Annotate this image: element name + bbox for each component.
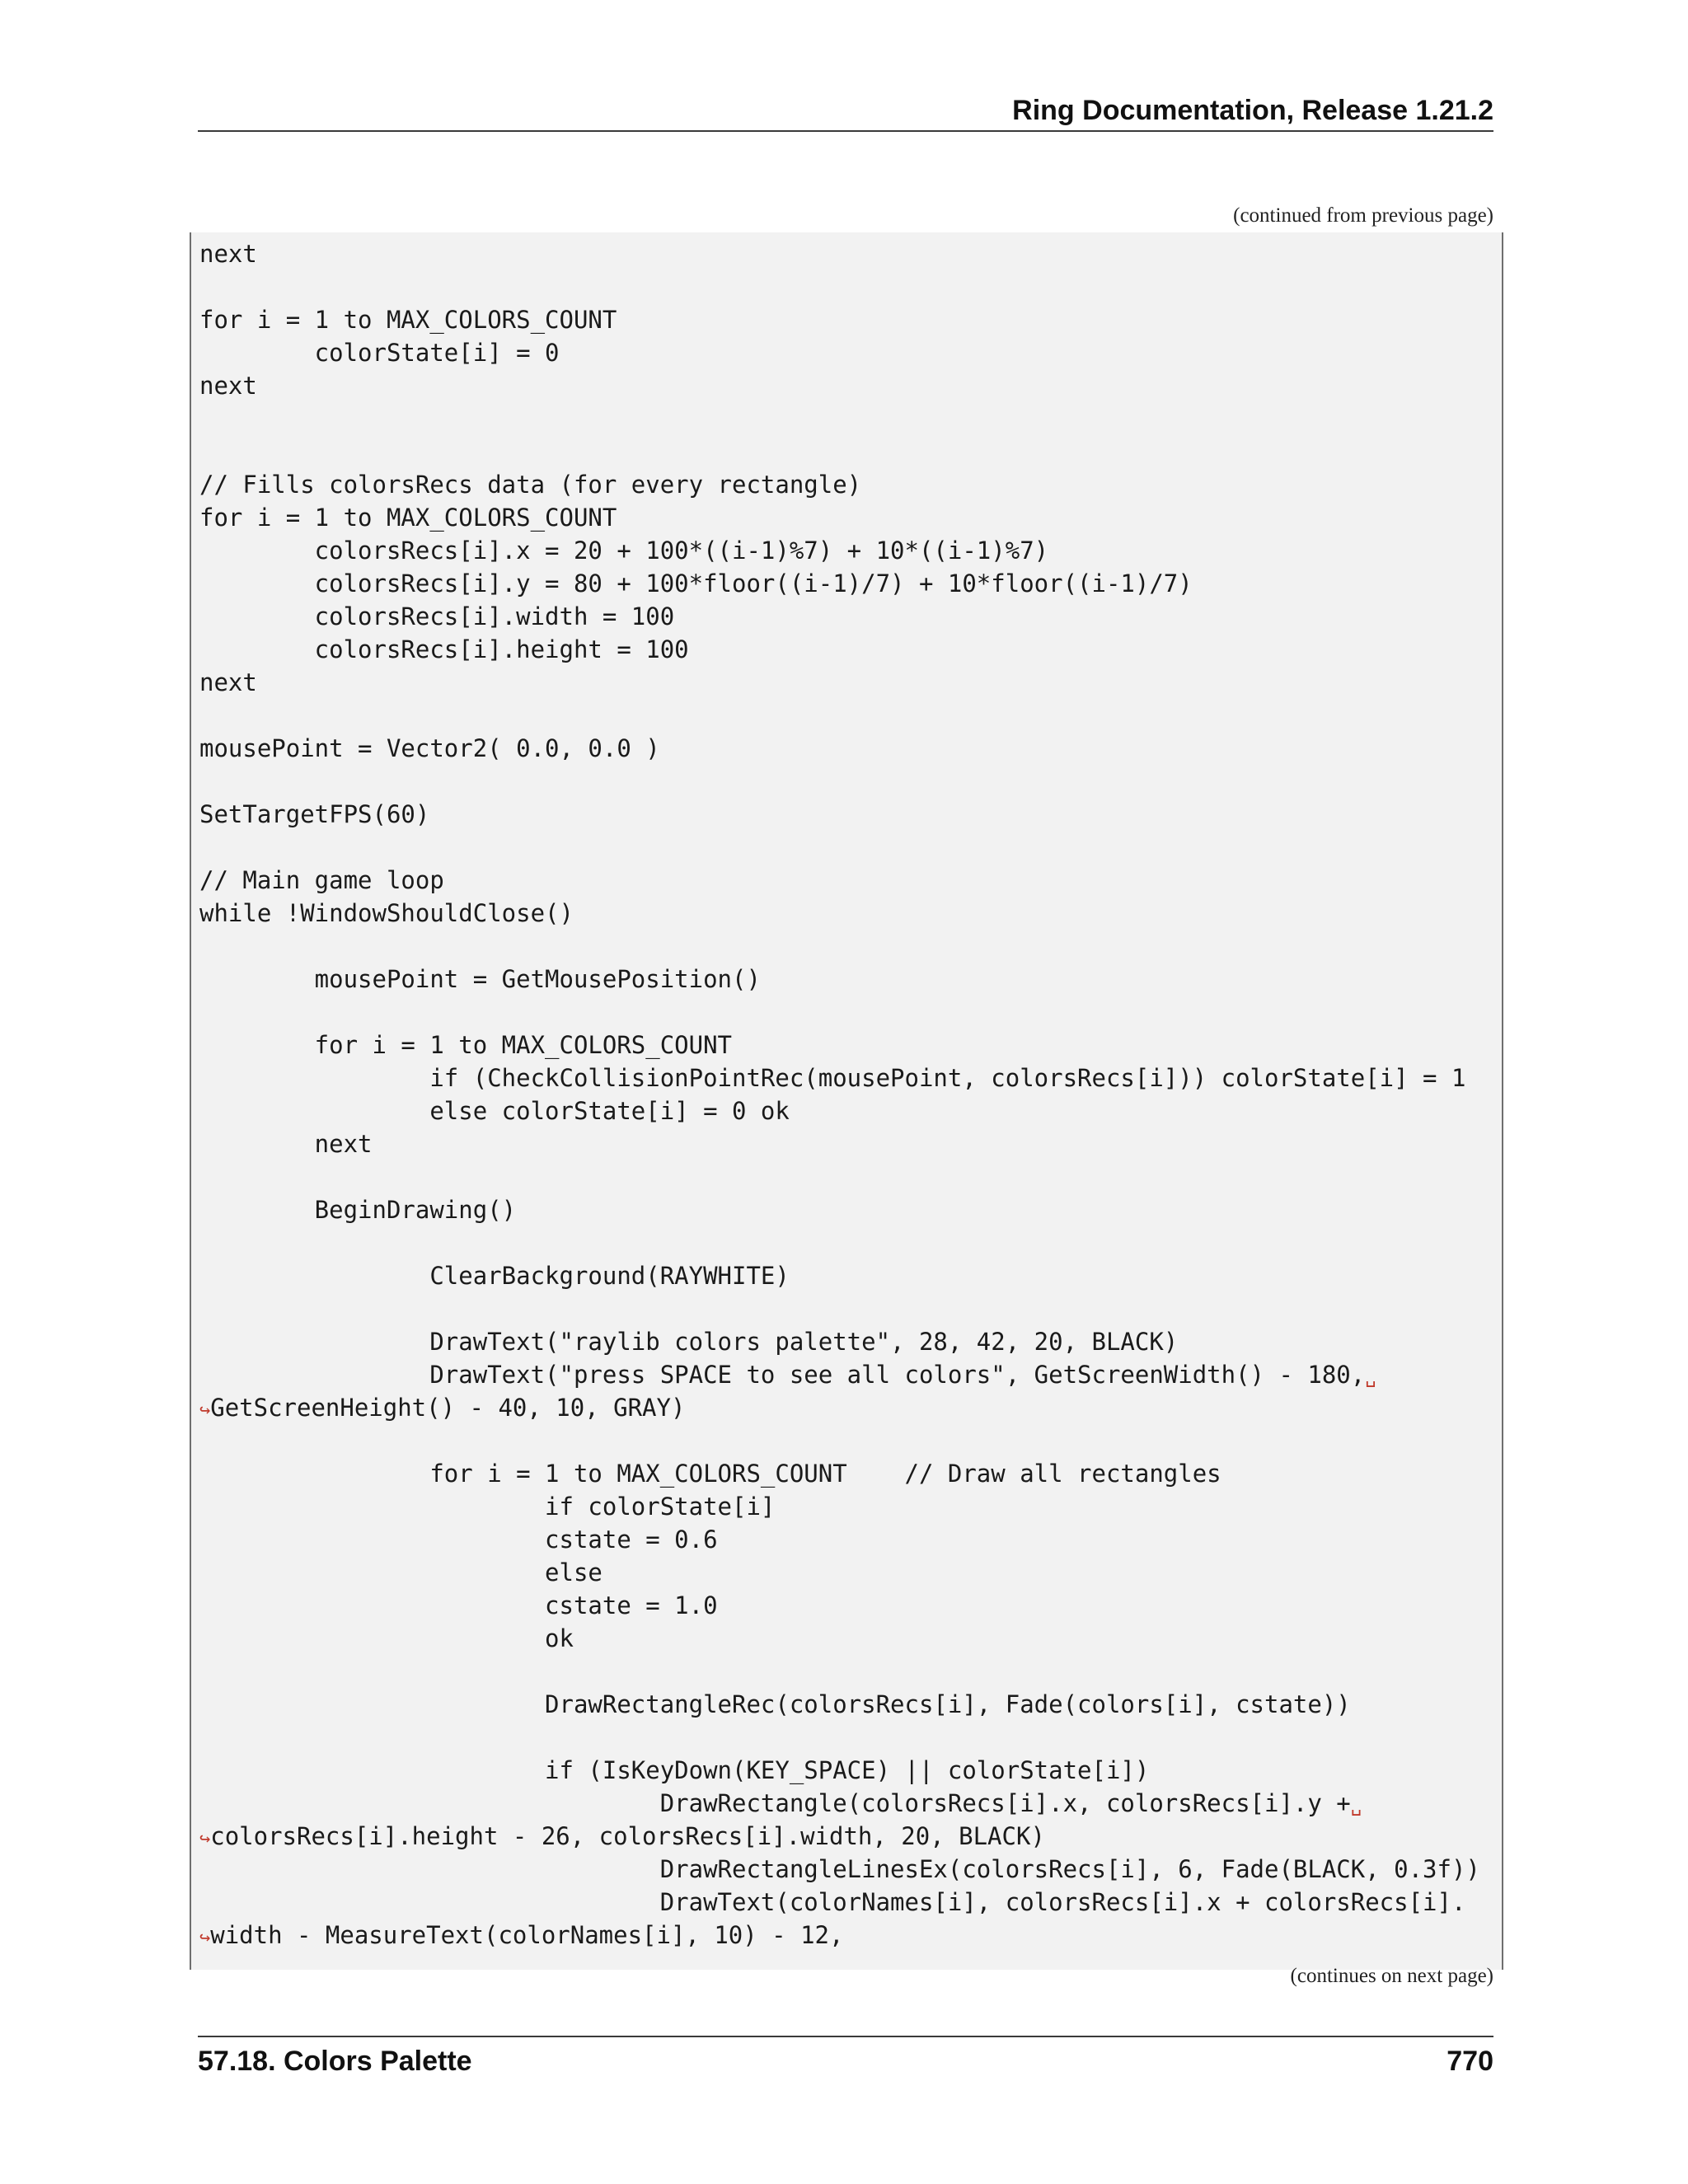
code-line: for i = 1 to MAX_COLORS_COUNT xyxy=(199,1031,733,1059)
code-line xyxy=(199,765,1480,798)
code-line: else colorState[i] = 0 ok xyxy=(199,1097,790,1125)
wrap-arrow-icon: ↪ xyxy=(199,1928,211,1948)
code-line: // Fills colorsRecs data (for every rectangle) xyxy=(199,471,862,499)
code-line: if (CheckCollisionPointRec(mousePoint, colorsRecs[i])) colorState[i] = 1 xyxy=(199,1064,1466,1092)
code-line xyxy=(199,435,1480,468)
code-line: colorState[i] = 0 xyxy=(199,339,560,367)
page-header xyxy=(198,91,1493,132)
code-line-wrapped-start xyxy=(199,1787,1480,1820)
code-line xyxy=(199,699,1480,732)
code-line xyxy=(199,831,1480,864)
code-line: cstate = 0.6 xyxy=(199,1526,718,1554)
continued-from-caption: (continued from previous page) xyxy=(1233,204,1493,227)
wrap-arrow-icon: ↪ xyxy=(199,1829,211,1849)
code-line: DrawRectangleRec(colorsRecs[i], Fade(colors[i], cstate)) xyxy=(199,1690,1351,1718)
wrap-space-icon: ␣ xyxy=(1365,1367,1376,1388)
code-line: colorsRecs[i].height = 100 xyxy=(199,635,689,663)
code-line: // Main game loop xyxy=(199,866,444,894)
code-text: DrawRectangle(colorsRecs[i].x, colorsRecs[i].y + xyxy=(199,1789,1351,1817)
code-line: next xyxy=(199,1130,373,1158)
page-number: 770 xyxy=(1447,2046,1493,2077)
code-line xyxy=(199,1424,1480,1457)
wrap-space-icon: ␣ xyxy=(1350,1796,1362,1816)
code-line xyxy=(199,1226,1480,1259)
section-title: 57.18. Colors Palette xyxy=(198,2046,472,2077)
code-line: if colorState[i] xyxy=(199,1493,776,1521)
code-lines xyxy=(199,237,1480,1952)
code-line: for i = 1 to MAX_COLORS_COUNT xyxy=(199,504,617,532)
code-line-continuation xyxy=(199,1820,1480,1853)
code-line xyxy=(199,270,1480,303)
code-line-continuation xyxy=(199,1919,1480,1952)
code-line xyxy=(199,930,1480,963)
code-text: colorsRecs[i].height - 26, colorsRecs[i].width, 20, BLACK) xyxy=(210,1822,1045,1850)
code-line-wrapped-start xyxy=(199,1358,1480,1391)
continues-on-caption: (continues on next page) xyxy=(1290,1965,1493,1987)
code-line: colorsRecs[i].y = 80 + 100*floor((i-1)/7) + 10*floor((i-1)/7) xyxy=(199,569,1193,598)
code-line xyxy=(199,1160,1480,1193)
code-line: BeginDrawing() xyxy=(199,1196,517,1224)
code-line: else xyxy=(199,1558,603,1586)
code-line: for i = 1 to MAX_COLORS_COUNT xyxy=(199,306,617,334)
code-line: next xyxy=(199,668,257,696)
code-text: DrawText("press SPACE to see all colors", GetScreenWidth() - 180, xyxy=(199,1361,1366,1389)
document-title: Ring Documentation, Release 1.21.2 xyxy=(1012,95,1493,126)
code-line: next xyxy=(199,240,257,268)
page-footer xyxy=(198,2036,1493,2087)
code-line: cstate = 1.0 xyxy=(199,1591,718,1619)
code-line: ok xyxy=(199,1624,574,1652)
code-line xyxy=(199,1292,1480,1325)
code-line xyxy=(199,1655,1480,1688)
code-line: DrawText(colorNames[i], colorsRecs[i].x + colorsRecs[i]. xyxy=(199,1888,1466,1916)
code-line: next xyxy=(199,372,257,400)
code-line: SetTargetFPS(60) xyxy=(199,800,430,828)
code-line: ClearBackground(RAYWHITE) xyxy=(199,1262,790,1290)
code-line: for i = 1 to MAX_COLORS_COUNT // Draw all rectangles xyxy=(199,1460,1221,1488)
code-line: mousePoint = Vector2( 0.0, 0.0 ) xyxy=(199,734,660,762)
code-line: colorsRecs[i].width = 100 xyxy=(199,602,675,630)
code-line: if (IsKeyDown(KEY_SPACE) || colorState[i]) xyxy=(199,1756,1150,1784)
code-line-continuation xyxy=(199,1391,1480,1424)
code-line: while !WindowShouldClose() xyxy=(199,899,574,927)
code-line: DrawText("raylib colors palette", 28, 42, 20, BLACK) xyxy=(199,1328,1179,1356)
code-text: width - MeasureText(colorNames[i], 10) - 12, xyxy=(210,1921,844,1949)
code-text: GetScreenHeight() - 40, 10, GRAY) xyxy=(210,1394,686,1422)
code-line xyxy=(199,1721,1480,1754)
code-line: colorsRecs[i].x = 20 + 100*((i-1)%7) + 10*((i-1)%7) xyxy=(199,537,1049,565)
code-line xyxy=(199,996,1480,1029)
code-line: mousePoint = GetMousePosition() xyxy=(199,965,761,993)
code-line xyxy=(199,402,1480,435)
code-block xyxy=(190,232,1503,1970)
code-line: DrawRectangleLinesEx(colorsRecs[i], 6, Fade(BLACK, 0.3f)) xyxy=(199,1855,1480,1883)
wrap-arrow-icon: ↪ xyxy=(199,1400,211,1421)
